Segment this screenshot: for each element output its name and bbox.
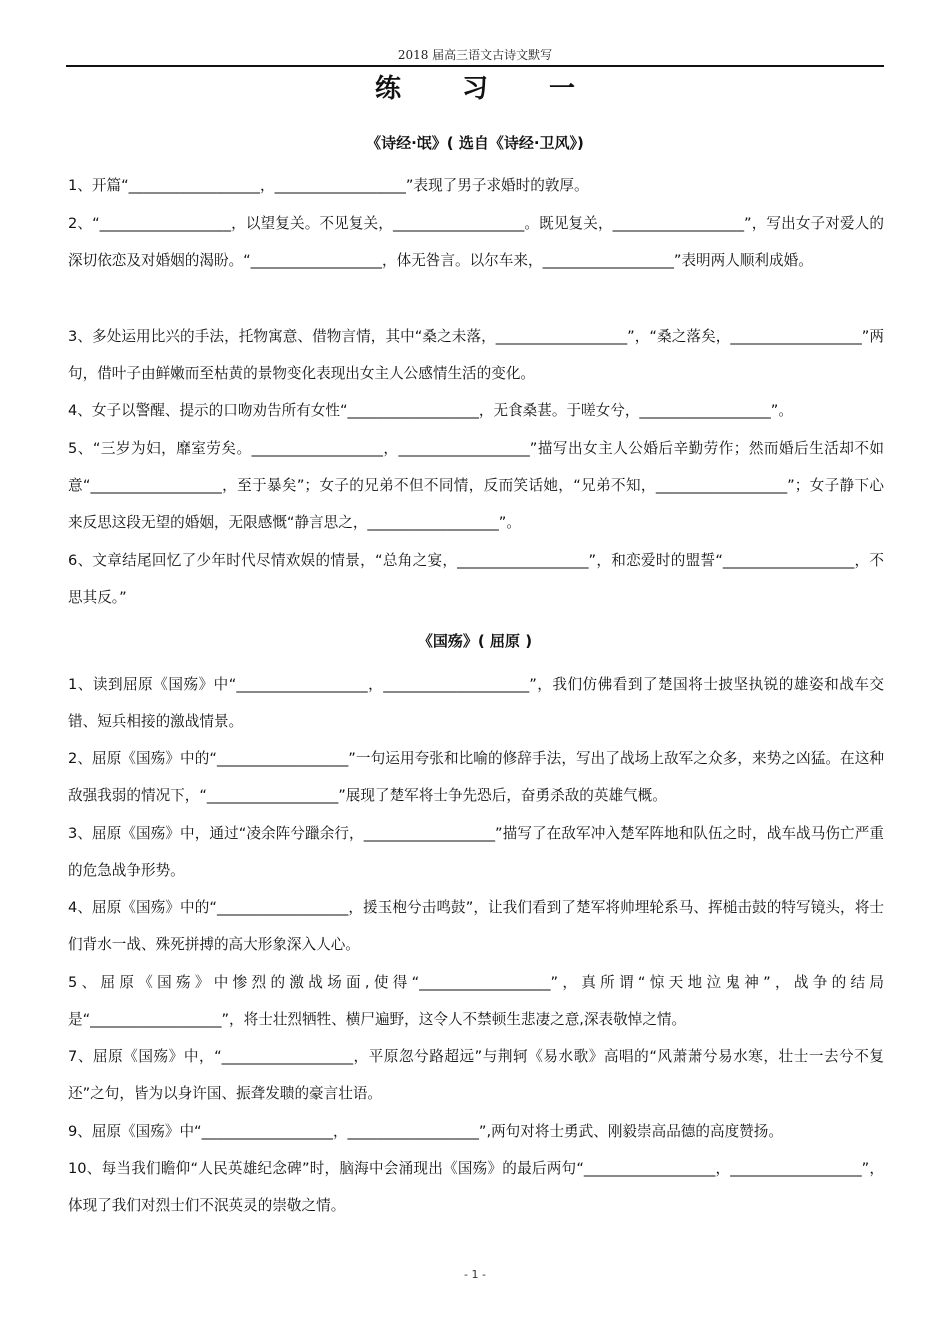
page-number: - 1 -	[464, 1268, 486, 1281]
question-2-4: 4、屈原《国殇》中的“__________________，援玉枹兮击鸣鼓”，让我们看到了楚军将帅埋轮系马、挥槌击鼓的特写镜头，将士们背水一战、殊死拼搏的高大形象深入人心。	[68, 899, 884, 953]
section-title-shijing-meng: 《诗经·氓》( 选自《诗经·卫风》)	[366, 134, 584, 152]
question-2-5: 5、屈原《国殇》中惨烈的激战场面,使得“__________________”，真所谓“惊天地泣鬼神”，战争的结局是“__________________”，将士壮烈牺牲、横尸遍野，这令人不禁顿生悲凄之意,深表敬悼之情。	[68, 974, 884, 1028]
page-title: 练 习 一	[374, 74, 602, 104]
question-1-3: 3、多处运用比兴的手法，托物寓意、借物言情，其中“桑之未落，__________________”，“桑之落矣，__________________”两句，借叶子由鲜嫩而至枯黄的景物变化表现出女主人公感情生活的变化。	[68, 328, 884, 382]
header-rule	[66, 65, 884, 67]
question-1-4: 4、女子以警醒、提示的口吻劝告所有女性“__________________，无食桑葚。于嗟女兮，__________________”。	[68, 402, 793, 419]
question-1-6: 6、文章结尾回忆了少年时代尽情欢娱的情景，“总角之宴，__________________”，和恋爱时的盟誓“__________________，不思其反。”	[68, 552, 884, 606]
question-2-10: 10、每当我们瞻仰“人民英雄纪念碑”时，脑海中会涌现出《国殇》的最后两句“__________________，__________________”，体现了我们对烈士们不泯英灵的崇敬之情。	[68, 1160, 884, 1214]
question-1-1: 1、开篇“__________________，__________________”表现了男子求婚时的敦厚。	[68, 177, 589, 194]
question-1-5: 5、“三岁为妇，靡室劳矣。__________________，__________________”描写出女主人公婚后辛勤劳作；然而婚后生活却不如意“__________________，至于暴矣”；女子的兄弟不但不同情，反而笑话她，“兄弟不知，__________________”；女子静下心来反思这段无望的婚姻，无限感慨“静言思之，__________________”。	[68, 440, 884, 531]
question-2-3: 3、屈原《国殇》中，通过“凌余阵兮躐余行，__________________”描写了在敌军冲入楚军阵地和队伍之时，战车战马伤亡严重的危急战争形势。	[68, 825, 884, 879]
question-2-1: 1、读到屈原《国殇》中“__________________，____________________”，我们仿佛看到了楚国将士披坚执锐的雄姿和战车交错、短兵相接的激战情景。	[68, 676, 884, 730]
question-2-2: 2、屈原《国殇》中的“__________________”一句运用夸张和比喻的修辞手法，写出了战场上敌军之众多，来势之凶猛。在这种敌强我弱的情况下，“__________________”展现了楚军将士争先恐后，奋勇杀敌的英雄气概。	[68, 750, 884, 804]
running-header: 2018 届高三语文古诗文默写	[397, 48, 553, 62]
question-2-7: 7、屈原《国殇》中，“__________________，平原忽兮路超远”与荆轲《易水歌》高唱的“风萧萧兮易水寒，壮士一去兮不复还”之句，皆为以身许国、振聋发聩的豪言壮语。	[68, 1048, 884, 1102]
question-1-2: 2、“__________________，以望复关。不见复关，__________________。既见复关，__________________”，写出女子对爱人的深切依恋及对婚姻的渴盼。“__________________，体无咎言。以尔车来，__________________”表明两人顺利成婚。	[68, 215, 884, 269]
section-title-guoshang: 《国殇》( 屈原 )	[417, 632, 533, 650]
question-2-9: 9、屈原《国殇》中“__________________，__________________”,两句对将士勇武、刚毅崇高品德的高度赞扬。	[68, 1123, 783, 1140]
